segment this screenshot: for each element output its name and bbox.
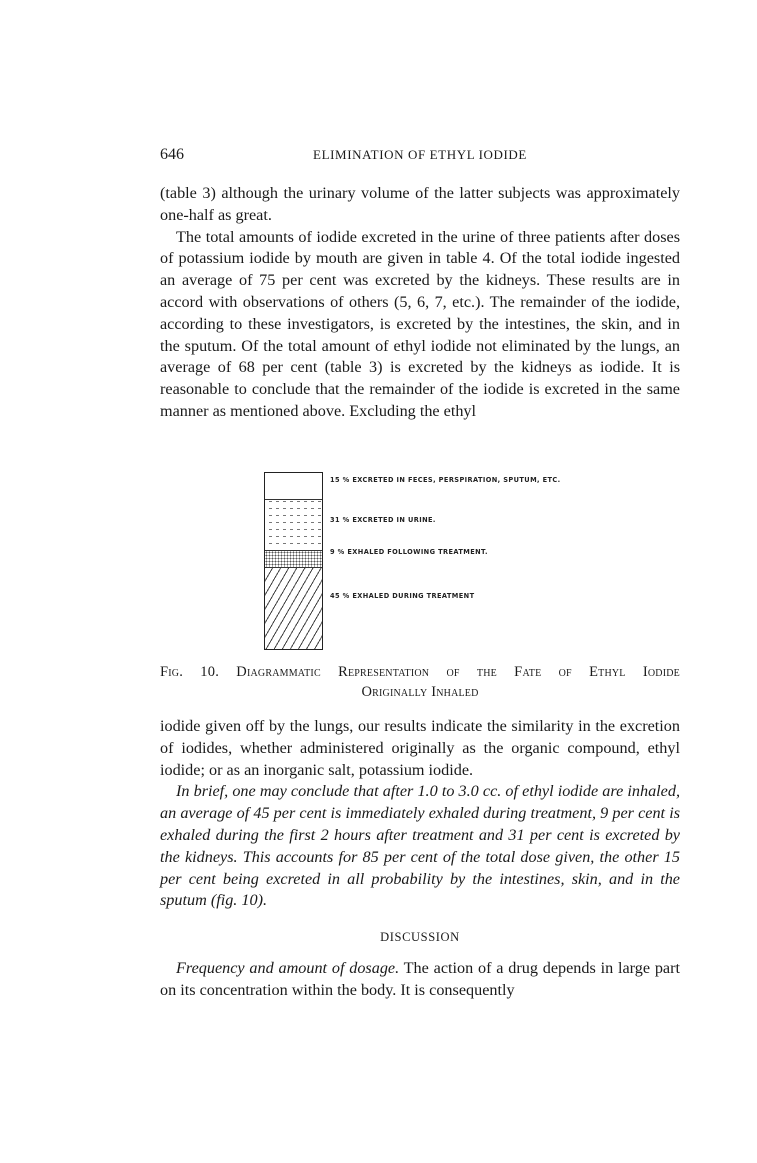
paragraph-continuation-1: (table 3) although the urinary volume of the latter subjects was approximately one-half as great. [160, 184, 680, 224]
running-title: ELIMINATION OF ETHYL IODIDE [313, 147, 527, 162]
paragraph-continuation-2: iodide given off by the lungs, our results indicate the similarity in the excretion of iodides, whether administered originally as the organic compound, ethyl iodide; or as an inorganic salt, potassium iodide. [160, 717, 680, 779]
section-heading-discussion: DISCUSSION [380, 930, 460, 944]
segment-exhaled-following [265, 551, 322, 568]
dosage-text: The action of a drug depends in large part on its concentration within the body. It is consequently [160, 959, 680, 999]
caption-line-1: Fig. 10. Diagrammatic Representation of the Fate of Ethyl Iodide [160, 664, 680, 680]
body-text-top [160, 183, 680, 423]
label-exhaled-following: 9 % EXHALED FOLLOWING TREATMENT. [330, 548, 488, 556]
page-header [160, 146, 680, 168]
body-text-mid [160, 716, 680, 912]
paragraph-iodide-totals: The total amounts of iodide excreted in the urine of three patients after doses of potassium iodide by mouth are given in table 4. Of the total iodide ingested an average of 75 per cent was excreted by the kidneys. These results are in accord with observations of others (5, 6, 7, etc.). The remainder of the iodide, according to these investigators, is excreted by the intestines, the skin, and in the sputum. Of the total amount of ethyl iodide not eliminated by the lungs, an average of 68 per cent (table 3) is excreted by the kidneys as iodide. It is reasonable to conclude that the remainder of the iodide is excreted in the same manner as mentioned above. Excluding the ethyl [160, 227, 680, 420]
paragraph-summary [160, 781, 680, 912]
fate-diagram-column [264, 472, 323, 650]
segment-excreted-urine [265, 500, 322, 551]
label-feces: 15 % EXCRETED IN FECES, PERSPIRATION, SPUTUM, ETC. [330, 476, 561, 484]
figure-caption [160, 662, 680, 702]
summary-italic-text: In brief, one may conclude that after 1.0 to 3.0 cc. of ethyl iodide are inhaled, an average of 45 per cent is immediately exhaled during treatment, 9 per cent is exhaled during the first 2 hours after treatment and 31 per cent is excreted by the kidneys. This accounts for 85 per cent of the total dose given, the other 15 per cent being excreted in all probability by the intestines, skin, and in the sputum (fig. 10). [160, 782, 680, 910]
paragraph-dosage [160, 958, 680, 1002]
figure-10 [160, 468, 680, 648]
label-urine: 31 % EXCRETED IN URINE. [330, 516, 436, 524]
dosage-subheading: Frequency and amount of dosage. [176, 959, 400, 977]
label-exhaled-during: 45 % EXHALED DURING TREATMENT [330, 592, 475, 600]
segment-exhaled-during [265, 568, 322, 650]
caption-line-2: Originally Inhaled [361, 684, 479, 700]
body-text-discussion [160, 958, 680, 1002]
segment-feces-perspiration-sputum [265, 473, 322, 500]
page-number: 646 [160, 146, 184, 163]
